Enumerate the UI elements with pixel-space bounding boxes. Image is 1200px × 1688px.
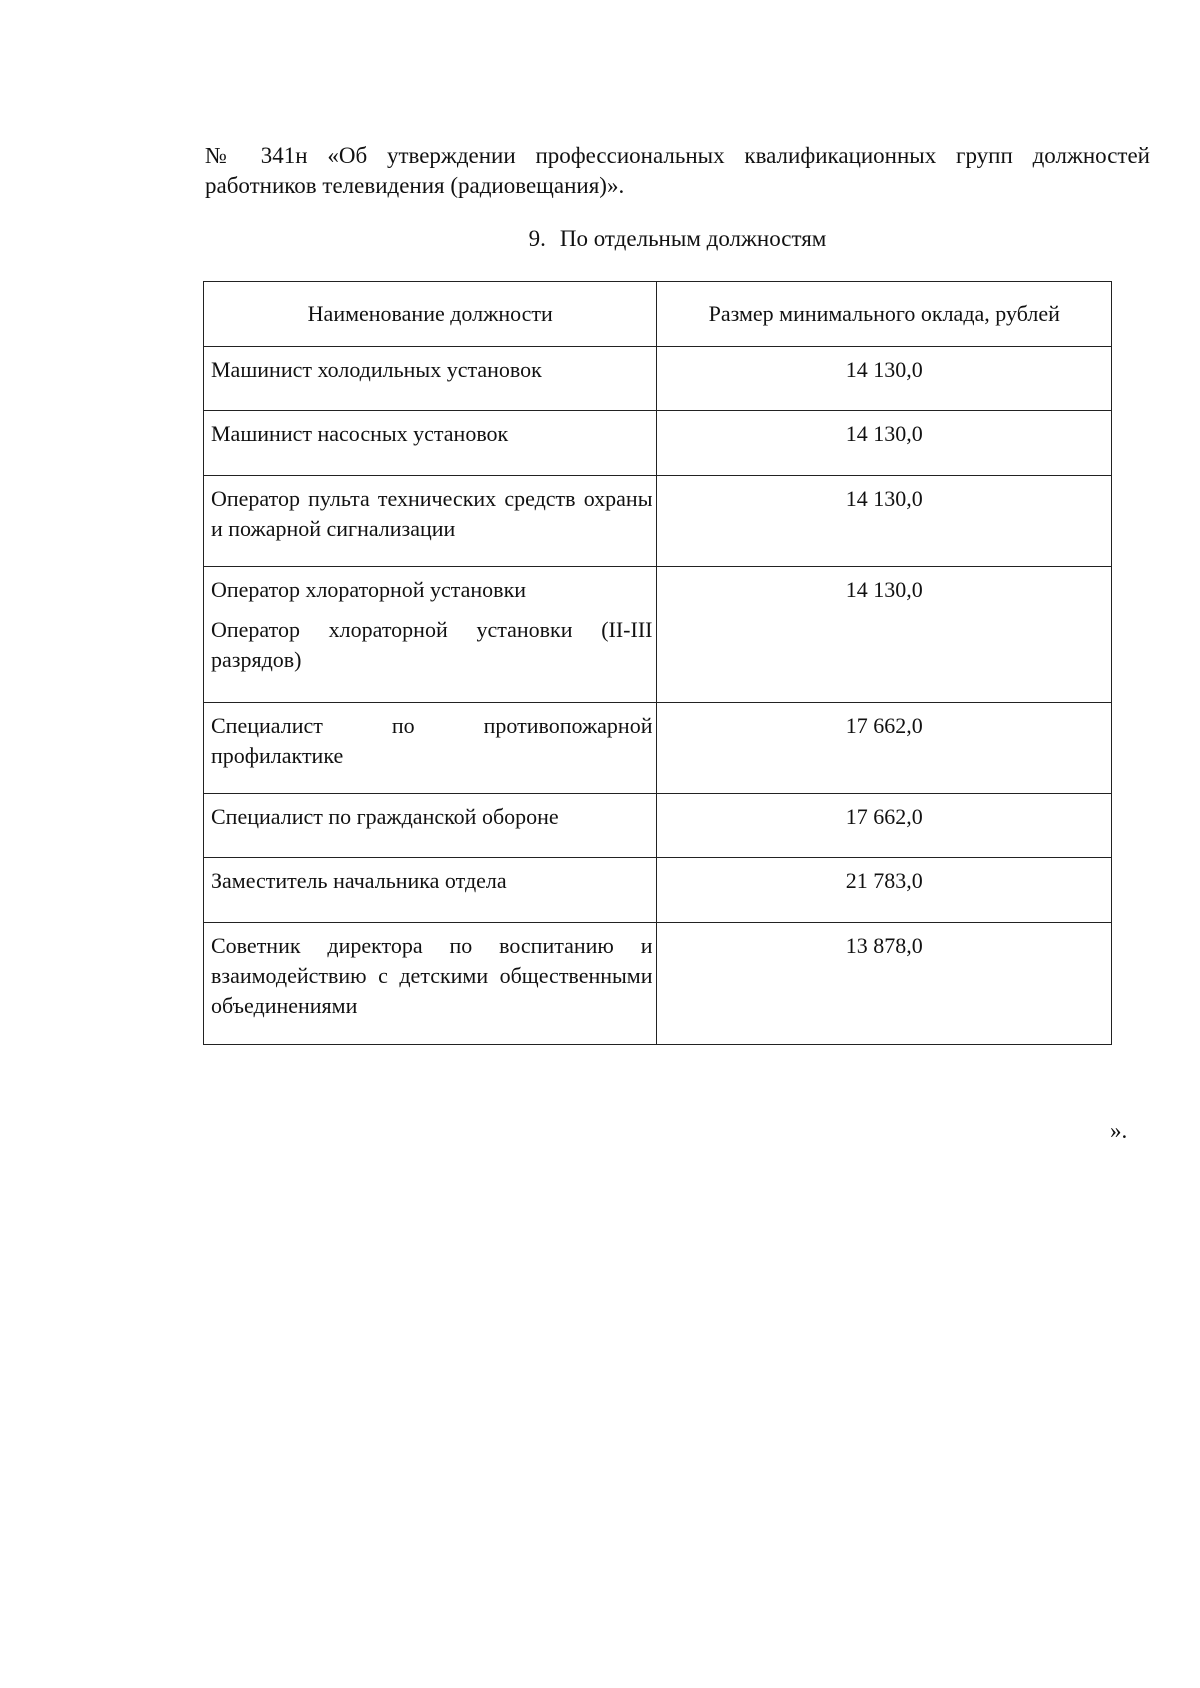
section-title: По отдельным должностям [559,226,827,251]
table-row [204,347,1112,411]
salary-table [203,281,1112,1045]
position-cell: Оператор пульта технических средств охраны и пожарной сигнализации [204,476,657,567]
position-text: Оператор хлораторной установки [211,577,527,602]
salary-cell: 21 783,0 [657,858,1112,923]
position-alt-text: Оператор хлораторной установки (II-III разрядов) [211,617,653,672]
table-row [204,794,1112,858]
position-cell: Советник директора по воспитанию и взаимодействию с детскими общественными объединениями [204,923,657,1045]
position-cell [204,567,657,703]
table-row [204,923,1112,1045]
table-row [204,703,1112,794]
table-row [204,567,1112,703]
table-row [204,858,1112,923]
salary-cell: 17 662,0 [657,794,1112,858]
salary-cell: 14 130,0 [657,347,1112,411]
position-cell: Машинист холодильных установок [204,347,657,411]
section-number: 9. [528,226,546,251]
position-cell: Машинист насосных установок [204,411,657,476]
table-row [204,476,1112,567]
table-row [204,411,1112,476]
salary-cell: 14 130,0 [657,411,1112,476]
table-header-row [204,282,1112,347]
header-position: Наименование должности [204,282,657,347]
closing-quote: ». [1110,1118,1128,1143]
section-heading [205,224,1150,254]
header-salary: Размер минимального оклада, рублей [657,282,1112,347]
intro-paragraph: № 341н «Об утверждении профессиональных квалификационных групп должностей работников телевидения (радиовещания)». [205,143,1150,198]
salary-cell: 14 130,0 [657,567,1112,703]
position-cell: Заместитель начальника отдела [204,858,657,923]
salary-cell: 14 130,0 [657,476,1112,567]
position-cell: Специалист по противопожарной профилактике [204,703,657,794]
salary-cell: 13 878,0 [657,923,1112,1045]
position-cell: Специалист по гражданской обороне [204,794,657,858]
salary-cell: 17 662,0 [657,703,1112,794]
